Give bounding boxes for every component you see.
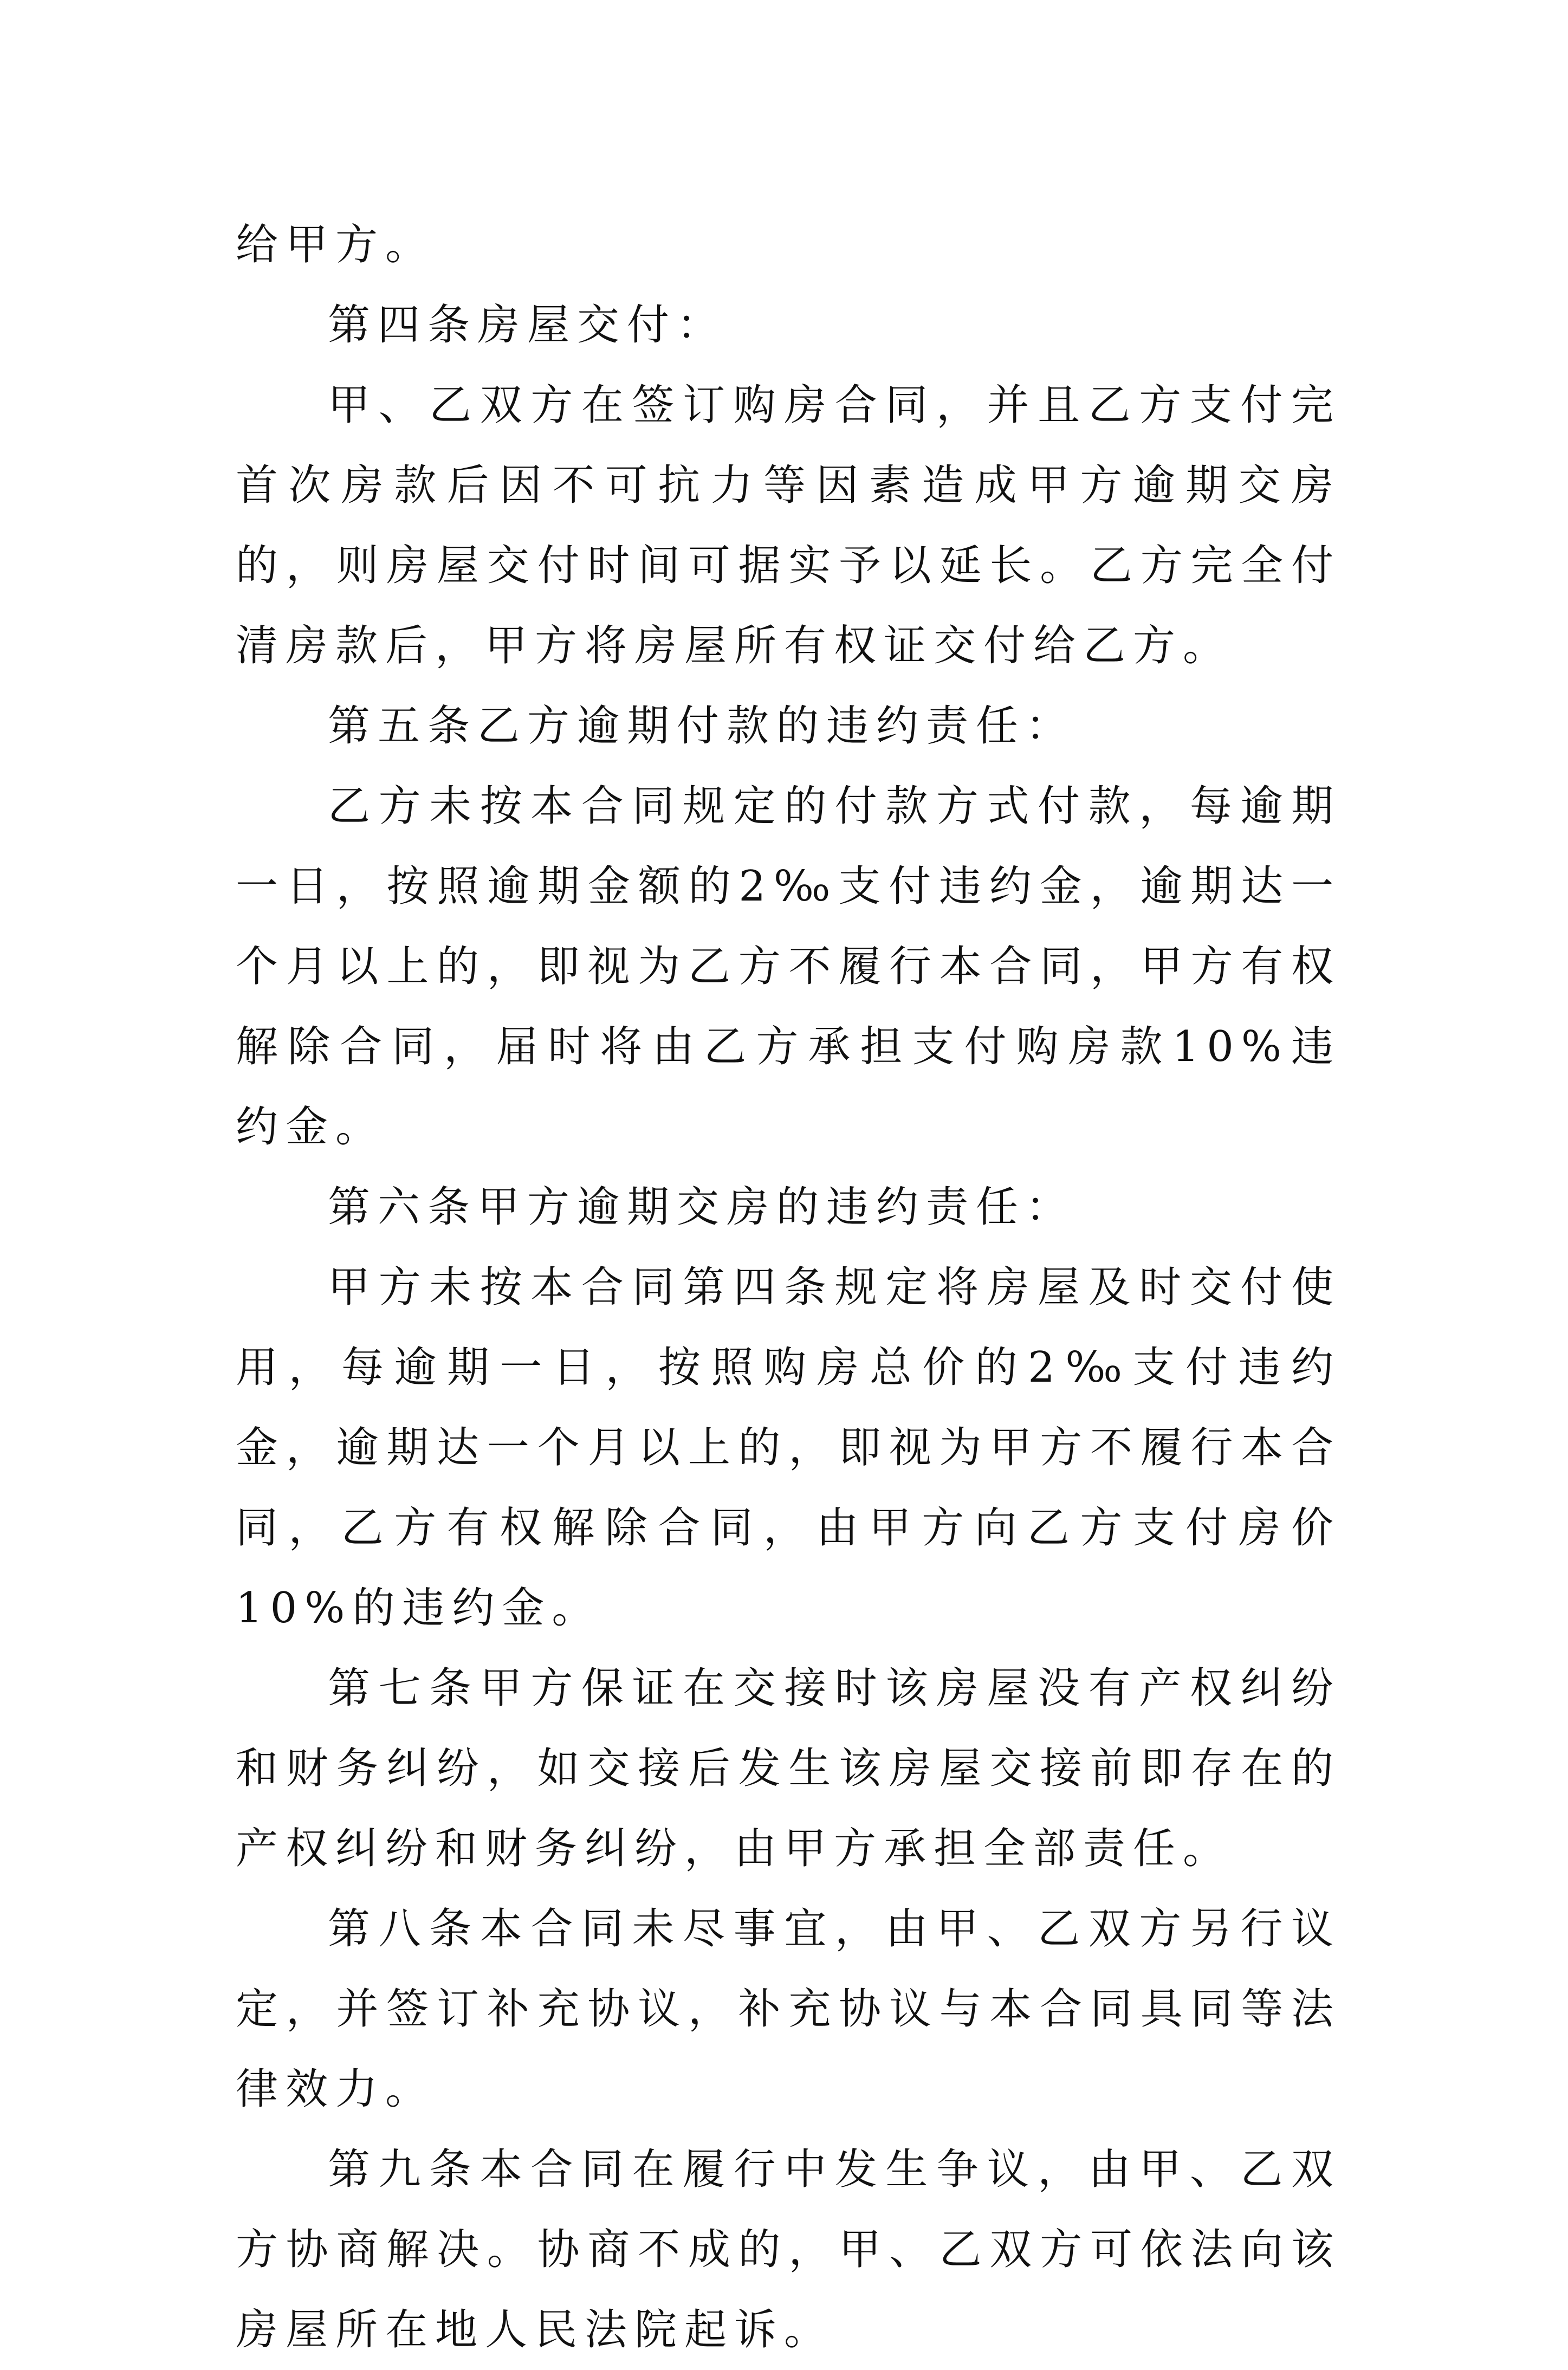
article-6-body: 甲方未按本合同第四条规定将房屋及时交付使用，每逾期一日，按照购房总价的2‰支付违约金，逾期达一个月以上的，即视为甲方不履行本合同，乙方有权解除合同，由甲方向乙方支付房价10%的违约金。 — [236, 1263, 1341, 1633]
article-8: 第八条本合同未尽事宜，由甲、乙双方另行议定，并签订补充协议，补充协议与本合同具同等法律效力。 — [236, 1905, 1341, 2114]
article-9: 第九条本合同在履行中发生争议，由甲、乙双方协商解决。协商不成的，甲、乙双方可依法向该房屋所在地人民法院起诉。 — [236, 2145, 1341, 2354]
contract-body — [236, 205, 1341, 2370]
article-4-heading: 第四条房屋交付： — [328, 301, 727, 349]
article-4-body: 甲、乙双方在签订购房合同，并且乙方支付完首次房款后因不可抗力等因素造成甲方逾期交房的，则房屋交付时间可据实予以延长。乙方完全付清房款后，甲方将房屋所有权证交付给乙方。 — [236, 381, 1341, 670]
article-5-body: 乙方未按本合同规定的付款方式付款，每逾期一日，按照逾期金额的2‰支付违约金，逾期达一个月以上的，即视为乙方不履行本合同，甲方有权解除合同，届时将由乙方承担支付购房款10%违约金。 — [236, 782, 1341, 1151]
article-5-heading: 第五条乙方逾期付款的违约责任： — [328, 702, 1076, 750]
paragraph-continuation: 给甲方。 — [236, 221, 436, 269]
article-7: 第七条甲方保证在交接时该房屋没有产权纠纷和财务纠纷，如交接后发生该房屋交接前即存在的产权纠纷和财务纠纷，由甲方承担全部责任。 — [236, 1664, 1341, 1873]
article-6-heading: 第六条甲方逾期交房的违约责任： — [328, 1183, 1076, 1232]
